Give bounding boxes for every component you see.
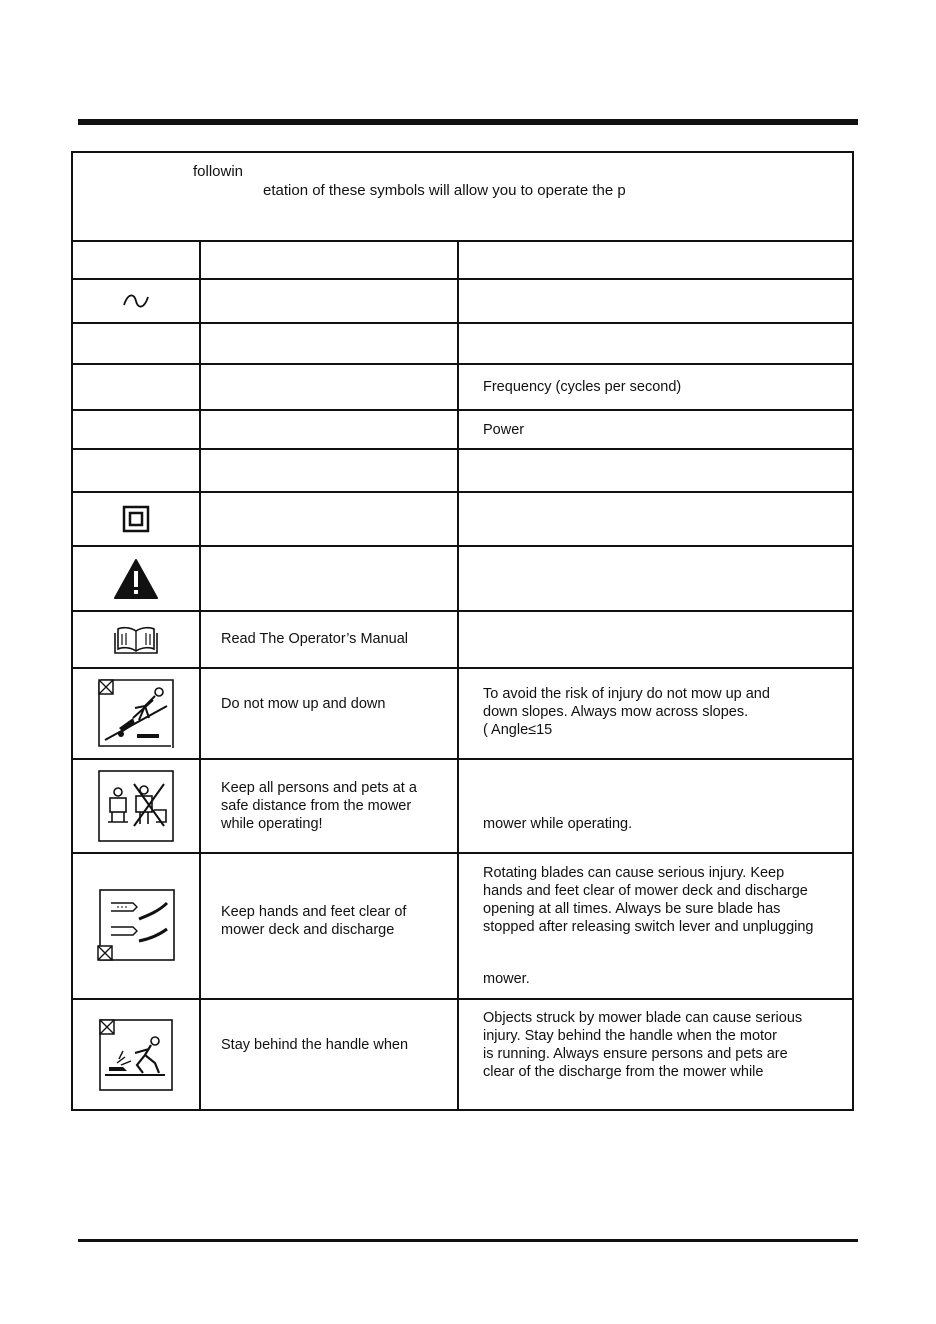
- description-cell: [457, 242, 852, 278]
- table-row: [73, 240, 852, 278]
- symbol-cell: [73, 280, 199, 322]
- table-row: [73, 363, 852, 409]
- symbol-cell: [73, 547, 199, 610]
- description-cell: [457, 1000, 852, 1109]
- description-cell: [457, 365, 852, 409]
- symbol-cell: [73, 669, 199, 758]
- description-cell: [457, 450, 852, 491]
- intro-text: [73, 153, 852, 240]
- footer-rule: [78, 1239, 858, 1242]
- table-row: [73, 278, 852, 322]
- header-rule: [78, 119, 858, 125]
- label-cell: [199, 493, 457, 545]
- row-label: Read The Operator’s Manual: [221, 631, 408, 647]
- table-row: [73, 322, 852, 363]
- symbol-cell: [73, 450, 199, 491]
- row-label: Keep all persons and pets at a safe distance from the mower while operating!: [221, 780, 417, 832]
- table-row: [73, 610, 852, 667]
- row-description: To avoid the risk of injury do not mow up and down slopes. Always mow across slopes. ( Angle≤15: [483, 686, 770, 738]
- label-cell: [199, 547, 457, 610]
- table-row: [73, 409, 852, 448]
- description-cell: [457, 411, 852, 448]
- row-description: Frequency (cycles per second): [483, 379, 682, 395]
- description-cell: [457, 854, 852, 998]
- row-description: Rotating blades can cause serious injury. Keep hands and feet clear of mower deck and discharge opening at all times. Always be sure blade has stopped after releasing switch lever and unplugging: [483, 865, 814, 935]
- label-cell: [199, 612, 457, 667]
- symbol-cell: [73, 1000, 199, 1109]
- label-cell: [199, 760, 457, 852]
- thrown-objects-icon: [99, 1019, 173, 1091]
- description-cell: [457, 324, 852, 363]
- table-row: [73, 667, 852, 758]
- description-cell: [457, 280, 852, 322]
- row-label: Keep hands and feet clear of mower deck and discharge: [221, 904, 407, 938]
- table-row: [73, 758, 852, 852]
- description-cell: [457, 760, 852, 852]
- symbol-cell: [73, 411, 199, 448]
- description-cell: [457, 493, 852, 545]
- symbols-table-box: [71, 151, 854, 1111]
- manual-book-icon: [113, 625, 159, 655]
- description-cell: [457, 547, 852, 610]
- symbol-cell: [73, 612, 199, 667]
- symbol-cell: [73, 493, 199, 545]
- label-cell: [199, 242, 457, 278]
- symbol-cell: [73, 324, 199, 363]
- label-cell: [199, 411, 457, 448]
- alternating-current-icon: [122, 293, 150, 309]
- symbol-cell: [73, 854, 199, 998]
- warning-triangle-icon: [113, 558, 159, 600]
- intro-line-1: followin: [193, 163, 244, 180]
- label-cell: [199, 854, 457, 998]
- double-insulation-icon: [122, 505, 150, 533]
- row-label: Do not mow up and down: [221, 696, 386, 712]
- label-cell: [199, 1000, 457, 1109]
- row-description: Objects struck by mower blade can cause serious injury. Stay behind the handle when the motor is running. Always ensure persons and pets are clear of the discharge from the mower while: [483, 1010, 803, 1080]
- symbol-cell: [73, 365, 199, 409]
- no-mowing-up-down-icon: [97, 678, 175, 750]
- symbol-cell: [73, 242, 199, 278]
- description-cell: [457, 669, 852, 758]
- intro-line-2: etation of these symbols will allow you to operate the p: [263, 182, 626, 199]
- table-row: [73, 491, 852, 545]
- label-cell: [199, 280, 457, 322]
- description-cell: [457, 612, 852, 667]
- row-description-continued: mower.: [483, 971, 530, 987]
- table-row: [73, 545, 852, 610]
- symbol-cell: [73, 760, 199, 852]
- label-cell: [199, 324, 457, 363]
- row-description: Power: [483, 422, 525, 438]
- table-row: [73, 852, 852, 998]
- label-cell: [199, 450, 457, 491]
- label-cell: [199, 669, 457, 758]
- keep-persons-away-icon: [98, 770, 174, 842]
- label-cell: [199, 365, 457, 409]
- row-description: mower while operating.: [483, 816, 633, 832]
- row-label: Stay behind the handle when: [221, 1037, 409, 1053]
- table-row: [73, 448, 852, 491]
- table-row: [73, 998, 852, 1109]
- keep-hands-feet-clear-icon: [97, 889, 175, 963]
